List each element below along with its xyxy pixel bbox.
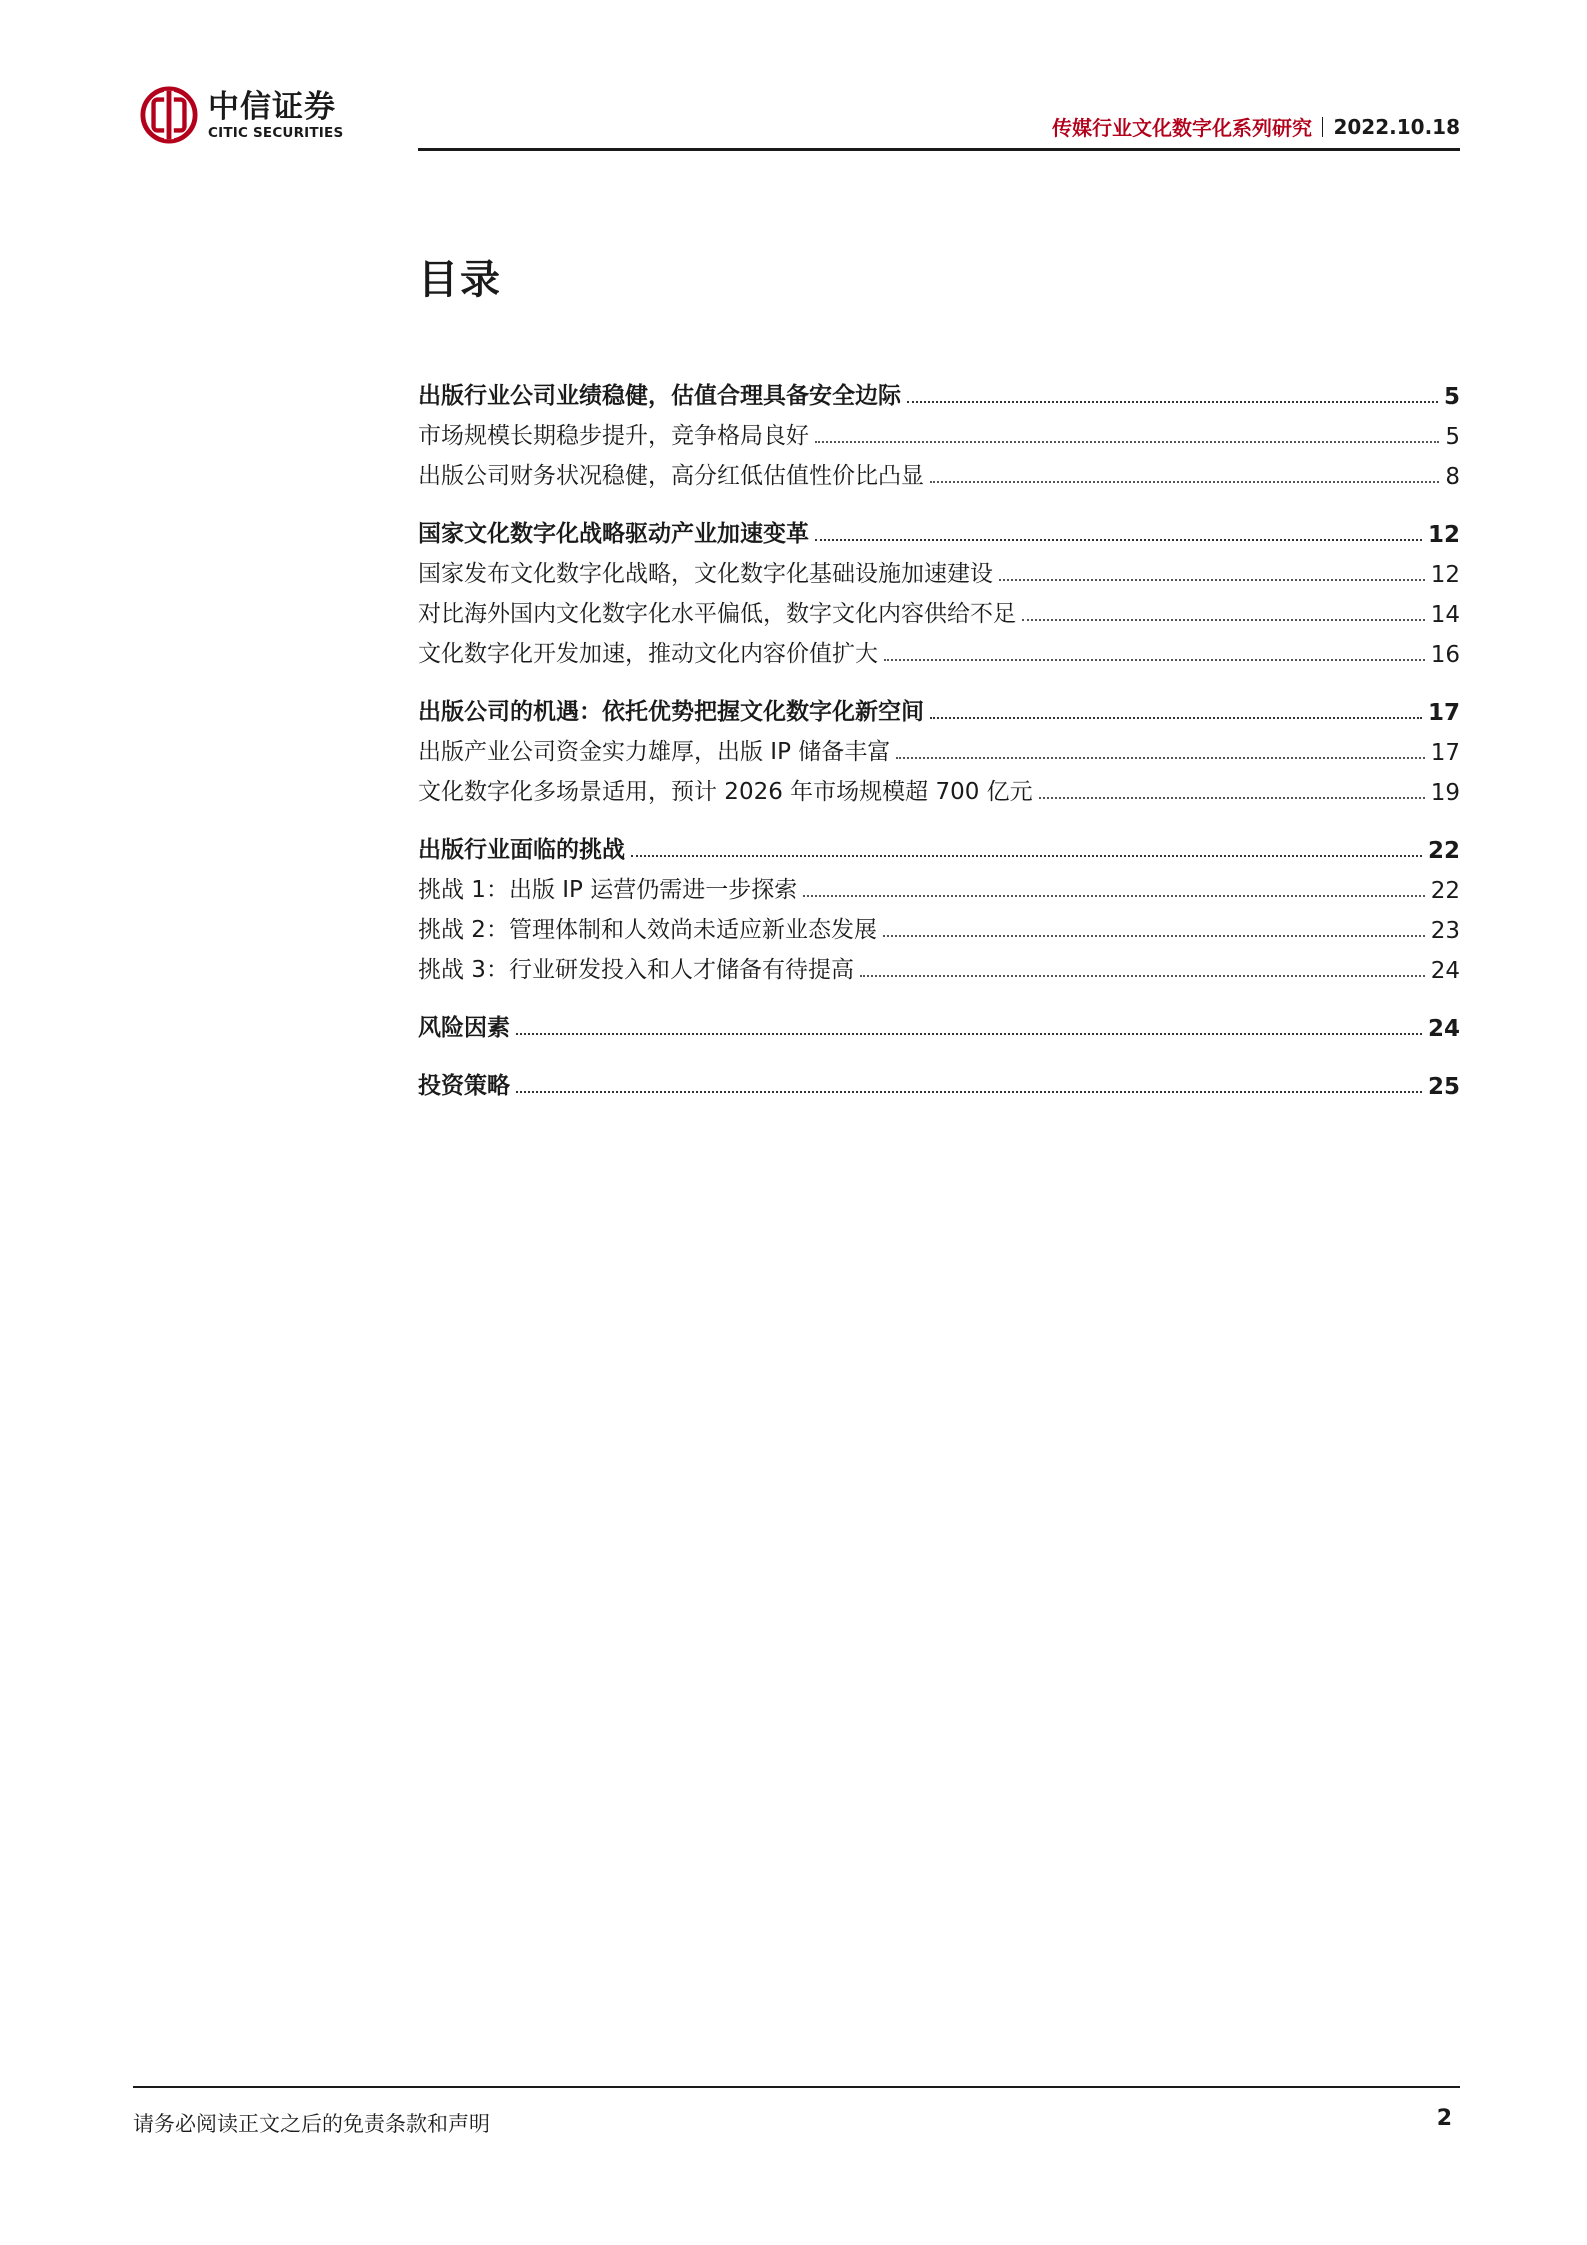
toc-page-number: 22 — [1427, 838, 1460, 864]
toc-page-number: 12 — [1427, 522, 1460, 548]
toc-page-number: 22 — [1430, 878, 1460, 904]
toc-dot-leader — [516, 1091, 1422, 1093]
page-number: 2 — [1436, 2106, 1452, 2131]
toc-entry-title: 文化数字化开发加速，推动文化内容价值扩大 — [418, 641, 878, 667]
toc-section-entry[interactable] — [418, 822, 1460, 864]
toc-dot-leader — [1039, 797, 1425, 799]
toc-entry-title: 文化数字化多场景适用，预计 2026 年市场规模超 700 亿元 — [418, 779, 1033, 805]
toc-dot-leader — [1022, 619, 1425, 621]
toc-subsection-entry[interactable] — [418, 450, 1460, 490]
toc-subsection-entry[interactable] — [418, 944, 1460, 984]
toc-entry-title: 风险因素 — [418, 1015, 510, 1041]
citic-logo-icon — [140, 86, 198, 144]
toc-page-number: 25 — [1427, 1074, 1460, 1100]
toc-section-entry[interactable] — [418, 506, 1460, 548]
toc-section-entry[interactable] — [418, 1058, 1460, 1100]
toc-group — [418, 506, 1460, 668]
report-header — [1052, 112, 1460, 141]
toc-dot-leader — [860, 975, 1425, 977]
toc-entry-title: 挑战 1：出版 IP 运营仍需进一步探索 — [418, 877, 798, 903]
header-divider — [418, 148, 1460, 151]
toc-dot-leader — [884, 659, 1425, 661]
toc-entry-title: 出版产业公司资金实力雄厚，出版 IP 储备丰富 — [418, 739, 891, 765]
toc-dot-leader — [930, 717, 1422, 719]
report-date: 2022.10.18 — [1333, 114, 1460, 139]
table-of-contents — [418, 368, 1460, 1116]
toc-dot-leader — [930, 481, 1439, 483]
toc-entry-title: 挑战 3：行业研发投入和人才储备有待提高 — [418, 957, 854, 983]
footer-disclaimer: 请务必阅读正文之后的免责条款和声明 — [133, 2112, 490, 2136]
toc-entry-title: 挑战 2：管理体制和人效尚未适应新业态发展 — [418, 917, 877, 943]
header-separator — [1322, 117, 1324, 137]
toc-page-number: 12 — [1430, 562, 1460, 588]
toc-section-entry[interactable] — [418, 1000, 1460, 1042]
toc-entry-title: 国家文化数字化战略驱动产业加速变革 — [418, 521, 809, 547]
toc-group — [418, 368, 1460, 490]
toc-page-number: 17 — [1430, 740, 1460, 766]
toc-subsection-entry[interactable] — [418, 766, 1460, 806]
toc-dot-leader — [883, 935, 1425, 937]
toc-page-number: 17 — [1427, 700, 1460, 726]
toc-subsection-entry[interactable] — [418, 864, 1460, 904]
toc-dot-leader — [907, 401, 1438, 403]
toc-subsection-entry[interactable] — [418, 410, 1460, 450]
toc-group — [418, 684, 1460, 806]
toc-entry-title: 对比海外国内文化数字化水平偏低，数字文化内容供给不足 — [418, 601, 1016, 627]
toc-dot-leader — [815, 539, 1422, 541]
toc-subsection-entry[interactable] — [418, 628, 1460, 668]
toc-dot-leader — [516, 1033, 1422, 1035]
toc-subsection-entry[interactable] — [418, 588, 1460, 628]
toc-entry-title: 出版行业公司业绩稳健，估值合理具备安全边际 — [418, 383, 901, 409]
toc-page-number: 24 — [1427, 1016, 1460, 1042]
toc-group — [418, 822, 1460, 984]
toc-subsection-entry[interactable] — [418, 548, 1460, 588]
toc-entry-title: 出版公司财务状况稳健，高分红低估值性价比凸显 — [418, 463, 924, 489]
toc-dot-leader — [631, 855, 1422, 857]
toc-page-number: 14 — [1430, 602, 1460, 628]
logo-english-name: CITIC SECURITIES — [208, 125, 344, 141]
toc-title: 目录 — [418, 257, 502, 303]
toc-page-number: 24 — [1430, 958, 1460, 984]
toc-entry-title: 投资策略 — [418, 1073, 510, 1099]
report-series: 传媒行业文化数字化系列研究 — [1051, 116, 1312, 140]
toc-dot-leader — [999, 579, 1425, 581]
footer-divider — [133, 2086, 1460, 2088]
toc-entry-title: 出版行业面临的挑战 — [418, 837, 625, 863]
toc-subsection-entry[interactable] — [418, 904, 1460, 944]
toc-page-number: 19 — [1430, 780, 1460, 806]
toc-entry-title: 国家发布文化数字化战略，文化数字化基础设施加速建设 — [418, 561, 993, 587]
toc-subsection-entry[interactable] — [418, 726, 1460, 766]
toc-page-number: 23 — [1430, 918, 1460, 944]
toc-entry-title: 市场规模长期稳步提升，竞争格局良好 — [418, 423, 809, 449]
toc-page-number: 5 — [1443, 384, 1460, 410]
toc-section-entry[interactable] — [418, 684, 1460, 726]
toc-page-number: 16 — [1430, 642, 1460, 668]
toc-dot-leader — [803, 895, 1424, 897]
toc-entry-title: 出版公司的机遇：依托优势把握文化数字化新空间 — [418, 699, 924, 725]
toc-dot-leader — [896, 757, 1424, 759]
logo-chinese-name: 中信证券 — [208, 89, 336, 125]
toc-group — [418, 1000, 1460, 1042]
toc-dot-leader — [815, 441, 1439, 443]
toc-page-number: 8 — [1445, 464, 1460, 490]
toc-page-number: 5 — [1445, 424, 1460, 450]
toc-section-entry[interactable] — [418, 368, 1460, 410]
citic-securities-logo — [140, 84, 343, 146]
toc-group — [418, 1058, 1460, 1100]
